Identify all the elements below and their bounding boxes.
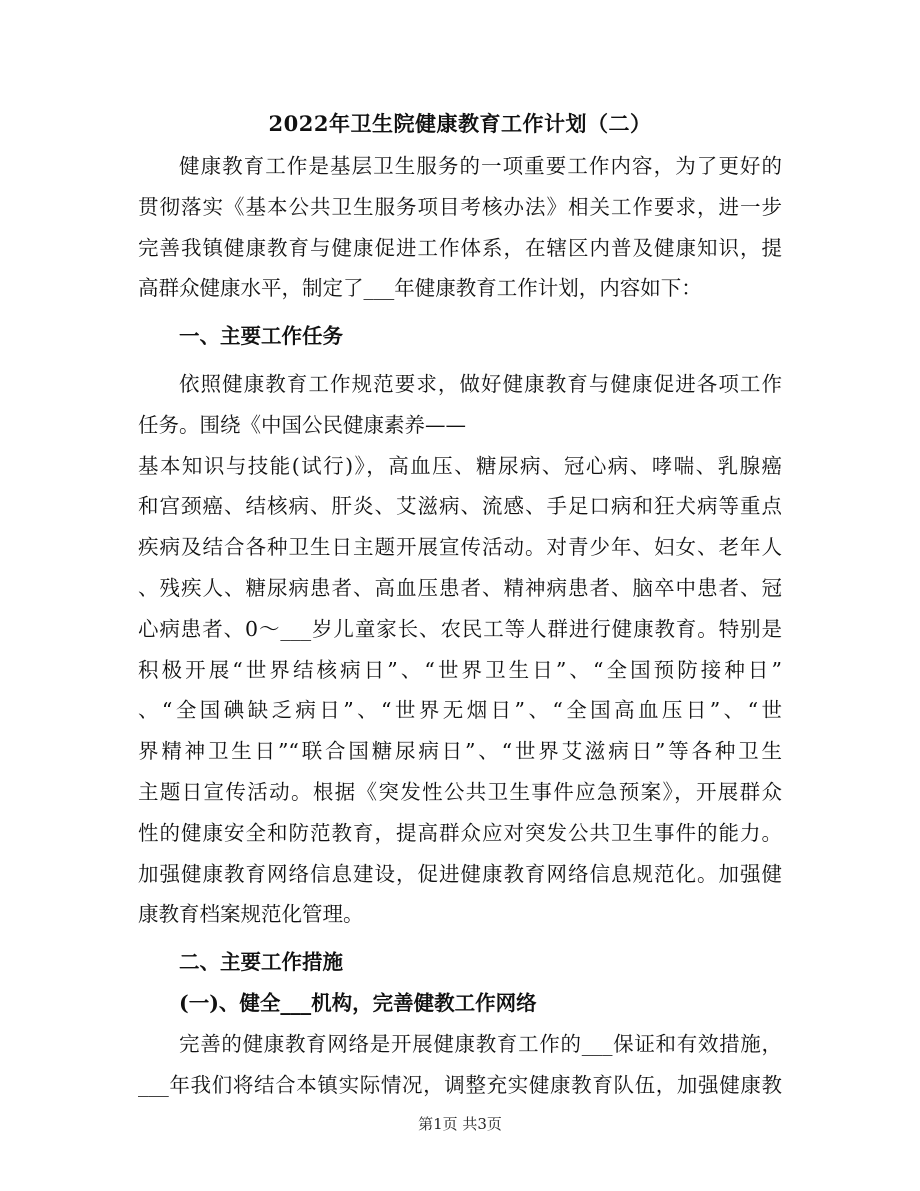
paragraph-line: 心病患者、0～___岁儿童家长、农民工等人群进行健康教育。特别是 [138,616,782,641]
paragraph-line: 性的健康安全和防范教育，提高群众应对突发公共卫生事件的能力。 [138,820,782,845]
paragraph-line: 任务。围绕《中国公民健康素养—— [138,412,466,437]
paragraph-line: 贯彻落实《基本公共卫生服务项目考核办法》相关工作要求，进一步 [138,194,782,219]
paragraph-line: ___年我们将结合本镇实际情况，调整充实健康教育队伍，加强健康教 [138,1072,782,1097]
paragraph-line: 主题日宣传活动。根据《突发性公共卫生事件应急预案》，开展群众 [138,779,782,804]
paragraph-line: 基本知识与技能(试行)》，高血压、糖尿病、冠心病、哮喘、乳腺癌 [138,453,782,478]
paragraph-line: 界精神卫生日”“联合国糖尿病日”、“世界艾滋病日”等各种卫生 [138,739,782,764]
paragraph-line: 完善的健康教育网络是开展健康教育工作的___保证和有效措施， [179,1031,782,1056]
paragraph-line: 积极开展“世界结核病日”、“世界卫生日”、“全国预防接种日” [138,657,782,682]
section-heading: 一、主要工作任务 [179,324,343,349]
paragraph-line: 、残疾人、糖尿病患者、高血压患者、精神病患者、脑卒中患者、冠 [138,575,782,600]
paragraph-line: 加强健康教育网络信息建设，促进健康教育网络信息规范化。加强健 [138,861,782,886]
section-heading: 二、主要工作措施 [179,950,343,975]
paragraph-line: 依照健康教育工作规范要求，做好健康教育与健康促进各项工作 [179,371,782,396]
paragraph-line: 和宫颈癌、结核病、肝炎、艾滋病、流感、手足口病和狂犬病等重点 [138,494,782,519]
page-number: 第1页 共3页 [418,1115,502,1133]
paragraph-line: 、“全国碘缺乏病日”、“世界无烟日”、“全国高血压日”、“世 [138,698,782,723]
paragraph-line: 健康教育工作是基层卫生服务的一项重要工作内容，为了更好的 [179,154,782,178]
document-title: 2022年卫生院健康教育工作计划（二） [268,111,652,136]
subsection-heading: (一)、健全___机构，完善健教工作网络 [179,990,537,1015]
document-body [138,146,782,1105]
paragraph-line: 疾病及结合各种卫生日主题开展宣传活动。对青少年、妇女、老年人 [138,535,782,560]
paragraph-line: 高群众健康水平，制定了___年健康教育工作计划，内容如下： [138,276,702,301]
paragraph-line: 康教育档案规范化管理。 [138,902,364,927]
paragraph-line: 完善我镇健康教育与健康促进工作体系，在辖区内普及健康知识，提 [138,235,782,260]
